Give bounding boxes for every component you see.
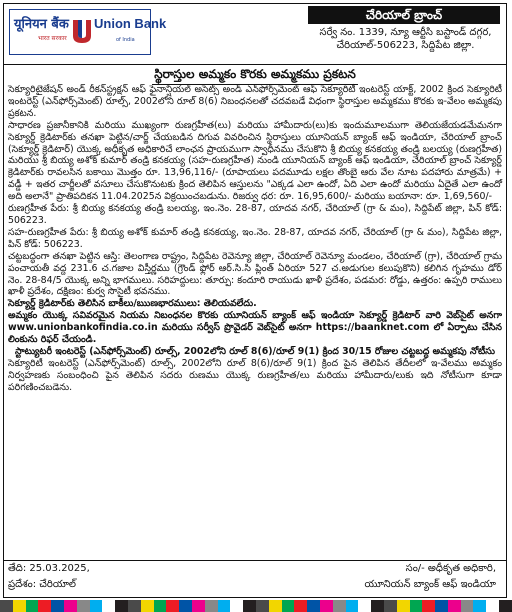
color-swatch bbox=[461, 600, 474, 612]
notice-place: ప్రదేశం: చేరియాల్ bbox=[8, 579, 76, 590]
address-line-2: చేరియాల్-506223, సిద్దిపేట జిల్లా. bbox=[336, 40, 475, 51]
color-swatch bbox=[26, 600, 39, 612]
color-swatch bbox=[102, 600, 115, 612]
color-swatch bbox=[269, 600, 282, 612]
statutory-notice-title: స్టాట్యుటరీ ఇంటరెస్ట్ (ఎన్‌ఫోర్స్‌మెంట్) రూల్స్, 2002లోని రూల్ 8(6)/రూల్ 9(1) క్రింద 30/15 రోజుల చట్టబద్ధ అమ్మకపు నోటీసు bbox=[14, 345, 496, 357]
property-details: చట్టబద్ధంగా తనఖా పెట్టిన ఆస్తి: తెలంగాణ రాష్ట్రం, సిద్దిపేట రెవెన్యూ జిల్లా, చేరియాల్ రెవెన్యూ మండలం, చేరియాల్ (గ్రా), చేరియాల్ గ్రామ పంచాయతీ వద్ద 231.6 చ.గజాల విస్తీర్ణము (గ్రౌండ్ ఫ్లోర్ ఆర్.సి.సి ప్లింత్ ఏరియా 527 చ.అడుగుల కలుపుకొని) కలిగిన గృహము డోర్ నెం. 28-84/5 యొక్క అన్ని భాగములు. సరిహద్దులు: తూర్పు: కందూరి రాయుడు ఖాళీ ప్రదేశం, పడమర: రోడ్డు, ఉత్తరం: ఉప్పరి రాములు ఖాళీ ప్రదేశం, దక్షిణం: కుర్వ సొసైటీ భవనము. bbox=[8, 250, 502, 298]
color-swatch bbox=[307, 600, 320, 612]
header-divider bbox=[3, 64, 507, 65]
color-swatch bbox=[435, 600, 448, 612]
color-swatch bbox=[90, 600, 103, 612]
color-swatch bbox=[384, 600, 397, 612]
statutory-notice-body: సెక్యూరిటీ ఇంటరెస్ట్ (ఎన్‌ఫోర్స్‌మెంట్) రూల్స్, 2002లోని రూల్ 8(6)/రూల్ 9(1) క్రింద పైన తెలిపిన తేదీలలో ఇ-వేలము అమ్మకం నిర్వహణకు సంబంధించి పైన తెలిపిన సదరు రుణము యొక్క రుణగ్రహీత/లు మరియు హామీదారు/లుకు ఇది నోటీసుగా కూడా పరిగణించబడెను. bbox=[8, 357, 502, 393]
branch-address bbox=[308, 26, 503, 52]
co-borrower-details: సహ-రుణగ్రహీత పేరు: శ్రీ బియ్య అశోక్ కుమార్ తండ్రి కనకయ్య, ఇం.నెం. 28-87, యాదవ నగర్, చేరియాల్ (గ్రా & మం), సిద్దిపేట జిల్లా, పిన్ కోడ్: 506223. bbox=[8, 226, 502, 250]
union-bank-logo bbox=[9, 9, 167, 55]
color-swatch bbox=[218, 600, 231, 612]
color-swatch bbox=[410, 600, 423, 612]
color-swatch bbox=[38, 600, 51, 612]
color-swatch bbox=[448, 600, 461, 612]
logo-english-subtext: of India bbox=[116, 37, 135, 43]
color-swatch bbox=[115, 600, 128, 612]
color-swatch bbox=[205, 600, 218, 612]
union-bank-emblem-icon bbox=[70, 16, 94, 46]
color-swatch bbox=[230, 600, 243, 612]
notice-header bbox=[3, 3, 507, 65]
notice-title-text: స్థిరాస్తుల అమ్మకం కొరకు అమ్మకము ప్రకటన bbox=[152, 67, 358, 85]
color-swatch bbox=[192, 600, 205, 612]
website-reference: అమ్మకం యొక్క సవివరమైన నియమ నిబంధనల కొరకు యూనియన్ బ్యాంక్ ఆఫ్ ఇండియా సెక్యూర్డ్ క్రెడిటార్ వారి వెబ్‌సైట్ అనగా www.unionbankofindia.co.in మరియు సర్వీస్ ప్రొవైడర్ వెబ్‌సైట్ అనగా https://baanknet.com లో ఏర్పాటు చేసిన లింకును రిఫర్ చేయండి. bbox=[8, 310, 502, 346]
color-swatch bbox=[358, 600, 371, 612]
color-swatch bbox=[320, 600, 333, 612]
color-swatch bbox=[154, 600, 167, 612]
notice-body bbox=[8, 84, 502, 394]
color-swatch bbox=[179, 600, 192, 612]
notice-title bbox=[3, 67, 507, 85]
color-swatch bbox=[51, 600, 64, 612]
intro-paragraph: సెక్యూరిటైజేషన్ అండ్ రీకన్‌స్ట్రక్షన్ ఆఫ్ ఫైనాన్షియల్ అసెట్స్ అండ్ ఎన్‌ఫోర్స్‌మెంట్ ఆఫ్ సెక్యూరిటీ ఇంటరెస్ట్ యాక్ట్, 2002 క్రింద సెక్యూరిటీ ఇంటరెస్ట్ (ఎన్‌ఫోర్స్‌మెంట్) రూల్స్, 2002లోని రూల్ 8(6) నిబంధనలతో చదవబడే విధంగా స్థిరాస్తుల అమ్మకము కొరకు ఇ-వేలం అమ్మకపు ప్రకటన. bbox=[8, 84, 502, 119]
color-swatch bbox=[128, 600, 141, 612]
print-color-strip bbox=[0, 600, 512, 612]
address-line-1: సర్వే నం. 1339, న్యూ ఆర్టీసి బస్టాండ్ దగ్గర, bbox=[319, 27, 492, 38]
color-swatch bbox=[473, 600, 486, 612]
bank-signatory: యూనియన్ బ్యాంక్ ఆఫ్ ఇండియా bbox=[364, 579, 496, 590]
color-swatch bbox=[13, 600, 26, 612]
logo-hindi-text: यूनियन बैंक bbox=[14, 17, 69, 32]
color-swatch bbox=[486, 600, 499, 612]
color-swatch bbox=[141, 600, 154, 612]
color-swatch bbox=[397, 600, 410, 612]
borrower-details: రుణగ్రహీత పేరు: శ్రీ బియ్య కనకయ్య తండ్రి బలయ్య, ఇం.నెం. 28-87, యాదవ నగర్, చేరియాల్ (గ్రా & మం), సిద్దిపేట్ జిల్లా, పిన్ కోడ్: 506223. bbox=[8, 203, 503, 226]
footer-divider bbox=[3, 560, 507, 561]
color-swatch bbox=[422, 600, 435, 612]
color-swatch bbox=[77, 600, 90, 612]
color-swatch bbox=[346, 600, 359, 612]
color-swatch bbox=[256, 600, 269, 612]
color-swatch bbox=[166, 600, 179, 612]
color-swatch bbox=[0, 600, 13, 612]
branch-name: చేరియాల్ బ్రాంచ్ bbox=[308, 6, 500, 24]
signature-line: సం/- అధీకృత అధికారి, bbox=[405, 563, 496, 574]
color-swatch bbox=[243, 600, 256, 612]
color-swatch bbox=[294, 600, 307, 612]
logo-hindi-subtext: भारत सरकार bbox=[38, 35, 67, 42]
color-swatch bbox=[64, 600, 77, 612]
color-swatch bbox=[371, 600, 384, 612]
encumbrance-text: సెక్యూర్డ్ క్రెడిటార్‌కు తెలిసిన బాకీలు/ఋణభారములు: తెలియవలేదు. bbox=[8, 298, 257, 310]
notice-date: తేది: 25.03.2025, bbox=[8, 563, 90, 574]
main-paragraph: సాధారణ ప్రజానీకానికి మరియు ముఖ్యంగా రుణగ్రహీత(లు) మరియు హామీదారు(లు)కు ఇందుమూలముగా తెలియజేయడమేమనగా సెక్యూర్డ్ క్రెడిటార్‌కు తనఖా పెట్టిన/చార్జ్ చేయబడిన దిగువ వివరించిన స్థిరాస్తులు యూనియన్ బ్యాంక్ ఆఫ్ ఇండియా, చేరియాల్ బ్రాంచ్ (సెక్యూర్డ్ క్రెడిటార్) యొక్క అధీకృత అధికారిచే లాంఛన ప్రాయముగా స్వాధీనము చేసుకొని శ్రీ బియ్య కనకయ్య తండ్రి బలయ్య (రుణగ్రహీత) మరియు శ్రీ బియ్య అశోక్ కుమార్ తండ్రి కనకయ్య (సహ-రుణగ్రహీత) నుండి యూనియన్ బ్యాంక్ ఆఫ్ ఇండియా, చేరియాల్ బ్రాంచ్ సెక్యూర్డ్ క్రెడిటార్‌కు రావలసిన బకాయి మొత్తం రూ. 13,96,116/- (రూపాయలు పదమూడు లక్షల తొంబై ఆరు వేల నూట పదహారు మాత్రమే) + వడ్డీ + ఇతర చార్జీలతో వసూలు చేసుకొనుటకు క్రింద తెలిపిన ఆస్తులను "ఎక్కడ ఎలా ఉందో, ఏది ఎలా ఉందో మరియు ఏదైతే ఎలా ఉందో అది అలానే" ప్రాతిపదికన 11.04.2025న విక్రయించబడును. రిజర్వు ధర: రూ. 16,95,600/- మరియు బయానా: రూ. 1,69,560/- bbox=[8, 119, 502, 203]
color-swatch bbox=[499, 600, 512, 612]
color-swatch bbox=[282, 600, 295, 612]
color-swatch bbox=[333, 600, 346, 612]
logo-english-text: Union Bank bbox=[94, 16, 167, 31]
